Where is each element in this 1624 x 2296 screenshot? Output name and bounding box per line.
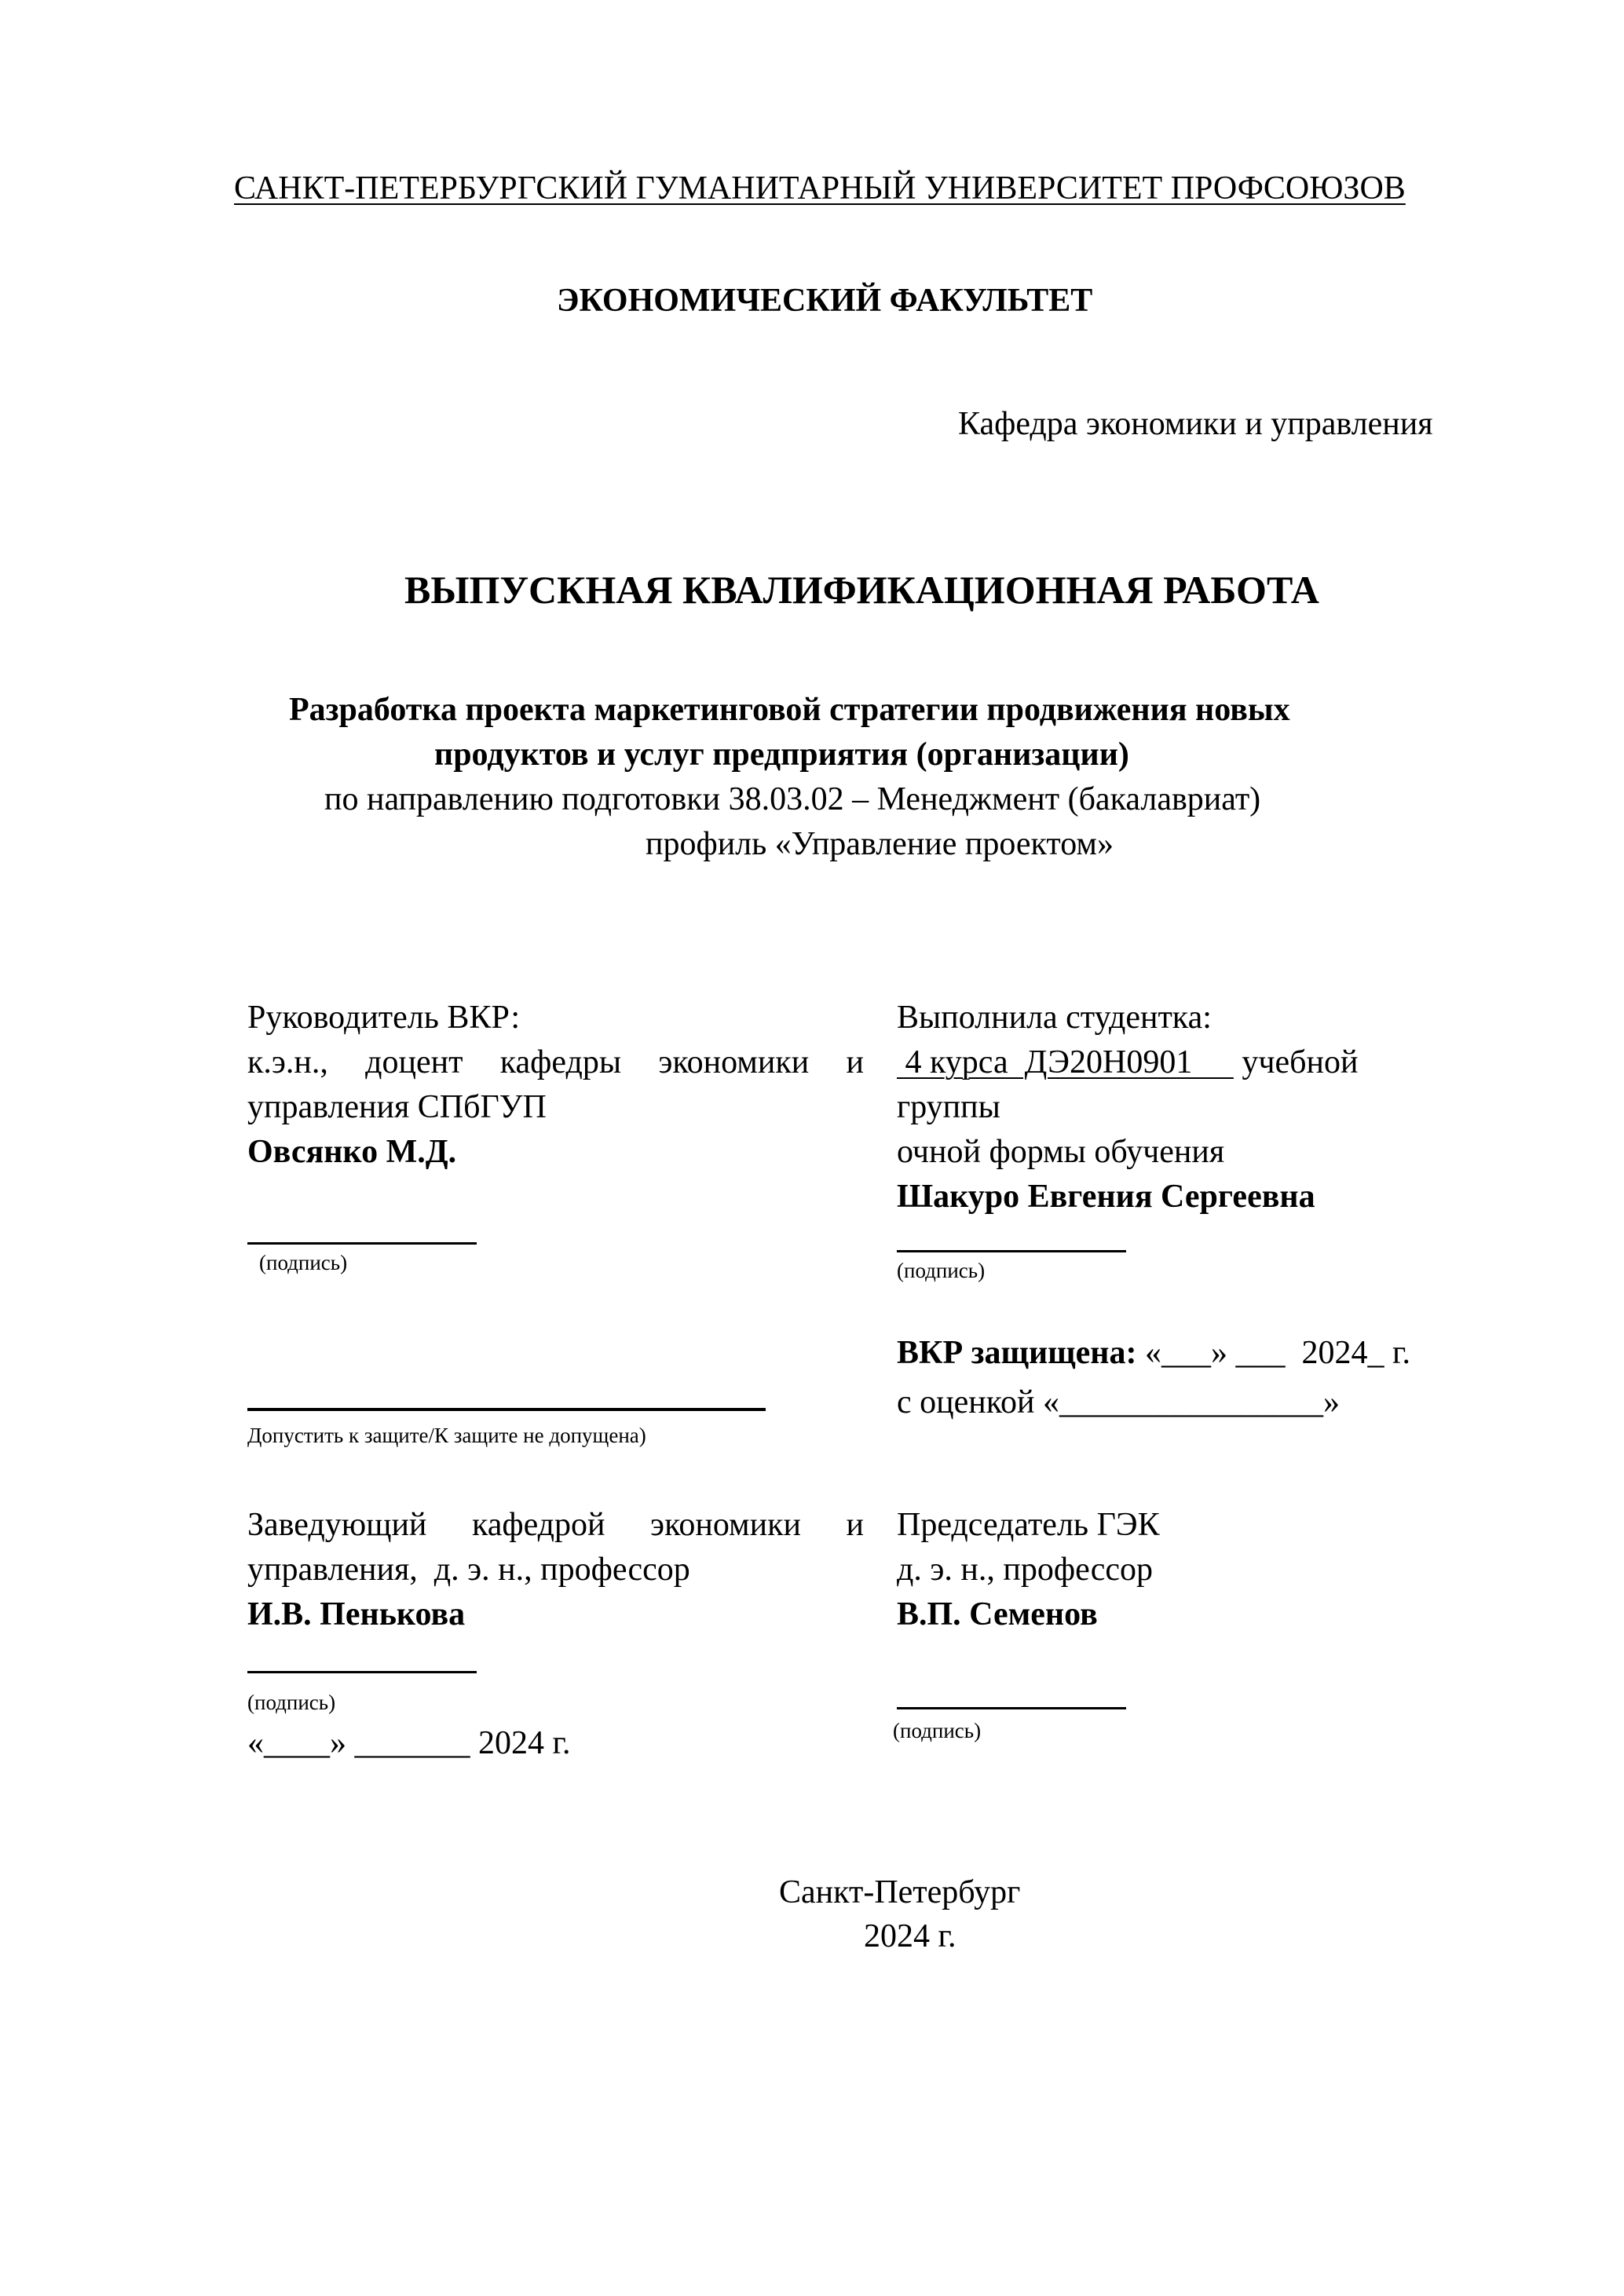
- defense-date[interactable]: «___» ___ 2024_ г.: [1136, 1335, 1410, 1371]
- footer-year: 2024 г.: [864, 1918, 956, 1954]
- supervisor-name: Овсянко М.Д.: [247, 1134, 457, 1170]
- gek-chair-signature-line[interactable]: [897, 1707, 1126, 1709]
- university-name: САНКТ-ПЕТЕРБУРГСКИЙ ГУМАНИТАРНЫЙ УНИВЕРСИТЕТ ПРОФСОЮЗОВ: [234, 170, 1406, 207]
- admission-caption: Допустить к защите/К защите не допущена): [247, 1424, 646, 1447]
- supervisor-signature-caption: (подпись): [259, 1251, 348, 1274]
- grade-suffix: »: [1323, 1384, 1340, 1420]
- head-name: И.В. Пенькова: [247, 1596, 466, 1632]
- student-study-form: очной формы обучения: [897, 1134, 1225, 1170]
- defense-label: ВКР защищена:: [897, 1335, 1137, 1371]
- supervisor-block: [247, 996, 864, 1175]
- head-position-line-2: управления, д. э. н., профессор: [247, 1552, 690, 1588]
- head-of-department-block: [247, 1503, 864, 1637]
- work-type-title: ВЫПУСКНАЯ КВАЛИФИКАЦИОННАЯ РАБОТА: [404, 568, 1319, 612]
- student-label: Выполнила студентка:: [897, 1000, 1212, 1036]
- topic-line-1: Разработка проекта маркетинговой стратегии продвижения новых: [289, 692, 1290, 728]
- department-name: Кафедра экономики и управления: [958, 406, 1433, 442]
- supervisor-signature-line[interactable]: [247, 1242, 477, 1245]
- footer-city: Санкт-Петербург: [779, 1874, 1021, 1910]
- gek-chair-name: В.П. Семенов: [897, 1596, 1098, 1632]
- gek-chair-signature-caption: (подпись): [893, 1719, 982, 1742]
- student-block: [897, 996, 1525, 1219]
- direction-line: по направлению подготовки 38.03.02 – Менеджмент (бакалавриат): [324, 781, 1261, 817]
- grade-field[interactable]: ________________: [1059, 1384, 1323, 1420]
- student-group-suffix: учебной: [1233, 1044, 1359, 1080]
- student-name: Шакуро Евгения Сергеевна: [897, 1179, 1315, 1215]
- student-group-line-2: группы: [897, 1089, 1000, 1125]
- topic-line-2: продуктов и услуг предприятия (организации): [434, 737, 1129, 773]
- supervisor-position-line-1: к.э.н., доцент кафедры экономики и: [247, 1044, 864, 1080]
- head-position-line-1: Заведующий кафедрой экономики и: [247, 1507, 864, 1543]
- gek-chair-position: д. э. н., профессор: [897, 1552, 1154, 1588]
- supervisor-position-line-2: управления СПбГУП: [247, 1089, 547, 1125]
- faculty-name: ЭКОНОМИЧЕСКИЙ ФАКУЛЬТЕТ: [557, 283, 1093, 319]
- head-signature-caption: (подпись): [247, 1691, 336, 1714]
- gek-chair-block: [897, 1503, 1525, 1637]
- head-date[interactable]: «____» _______ 2024 г.: [247, 1725, 571, 1761]
- gek-chair-label: Председатель ГЭК: [897, 1507, 1160, 1543]
- admission-signature-line[interactable]: [247, 1408, 766, 1411]
- grade-line: [897, 1380, 1340, 1425]
- student-signature-line[interactable]: [897, 1250, 1126, 1252]
- student-signature-caption: (подпись): [897, 1259, 986, 1282]
- student-group-field[interactable]: 4 курса ДЭ20Н0901: [897, 1044, 1234, 1080]
- head-signature-line[interactable]: [247, 1671, 477, 1673]
- grade-prefix: с оценкой «: [897, 1384, 1059, 1420]
- student-group-line: [897, 1040, 1525, 1085]
- defense-line: [897, 1331, 1410, 1376]
- profile-line: профиль «Управление проектом»: [646, 826, 1114, 862]
- supervisor-label: Руководитель ВКР:: [247, 1000, 521, 1036]
